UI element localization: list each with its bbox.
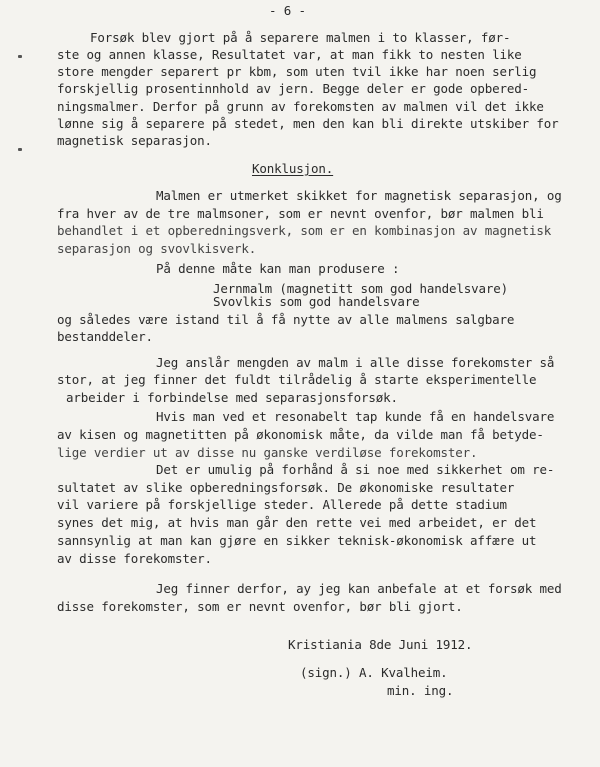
text-line: Jeg finner derfor, ay jeg kan anbefale at et forsøk med: [156, 581, 562, 596]
text-line: lige verdier ut av disse nu ganske verdiløse forekomster.: [57, 445, 478, 460]
text-line: disse forekomster, som er nevnt ovenfor, bør bli gjort.: [57, 599, 463, 614]
text-line: forskjellig prosentinnhold av jern. Begge deler er gode opbered-: [57, 81, 530, 96]
text-line: lønne sig å separere på stedet, men den kan bli direkte utskiber for: [57, 116, 559, 131]
text-line: ste og annen klasse, Resultatet var, at man fikk to nesten like: [57, 47, 522, 62]
text-line: store mengder separert pr kbm, som uten tvil ikke har noen serlig: [57, 64, 537, 79]
margin-mark: [18, 55, 22, 58]
text-line: av kisen og magnetitten på økonomisk måte, da vilde man få betyde-: [57, 427, 544, 442]
text-line: Jeg anslår mengden av malm i alle disse forekomster så: [156, 355, 555, 370]
signature-title: min. ing.: [387, 683, 454, 698]
text-line: fra hver av de tre malmsoner, som er nevnt ovenfor, bør malmen bli: [57, 206, 544, 221]
text-line: og således være istand til å få nytte av alle malmens salgbare: [57, 312, 515, 327]
text-line: bestanddeler.: [57, 329, 153, 344]
text-line: stor, at jeg finner det fuldt tilrådelig å starte eksperimentelle: [57, 372, 537, 387]
text-line: Forsøk blev gjort på å separere malmen i to klasser, før-: [90, 30, 511, 45]
text-line: av disse forekomster.: [57, 551, 212, 566]
text-line: synes det mig, at hvis man går den rette vei med arbeidet, er det: [57, 515, 537, 530]
signature-line: (sign.) A. Kvalheim.: [300, 665, 448, 680]
text-line: vil variere på forskjellige steder. Allerede på dette stadium: [57, 497, 507, 512]
text-line: Det er umulig på forhånd å si noe med sikkerhet om re-: [156, 462, 555, 477]
section-heading: Konklusjon.: [252, 161, 334, 176]
date-line: Kristiania 8de Juni 1912.: [288, 637, 473, 652]
text-line: separasjon og svovlkisverk.: [57, 241, 257, 256]
text-line: Svovlkis som god handelsvare: [213, 294, 420, 309]
text-line: Jernmalm (magnetitt som god handelsvare): [213, 281, 509, 296]
text-line: sultatet av slike opberedningsforsøk. De økonomiske resultater: [57, 480, 515, 495]
text-line: arbeider i forbindelse med separasjonsforsøk.: [66, 390, 398, 405]
text-line: magnetisk separasjon.: [57, 133, 212, 148]
text-line: På denne måte kan man produsere :: [156, 261, 400, 276]
text-line: sannsynlig at man kan gjøre en sikker teknisk-økonomisk affære ut: [57, 533, 537, 548]
text-line: Hvis man ved et resonabelt tap kunde få en handelsvare: [156, 409, 555, 424]
text-line: behandlet i et opberedningsverk, som er en kombinasjon av magnetisk: [57, 223, 552, 238]
margin-mark: [18, 148, 22, 151]
text-line: Malmen er utmerket skikket for magnetisk separasjon, og: [156, 188, 562, 203]
page-number: - 6 -: [269, 3, 306, 18]
text-line: ningsmalmer. Derfor på grunn av forekomsten av malmen vil det ikke: [57, 99, 544, 114]
